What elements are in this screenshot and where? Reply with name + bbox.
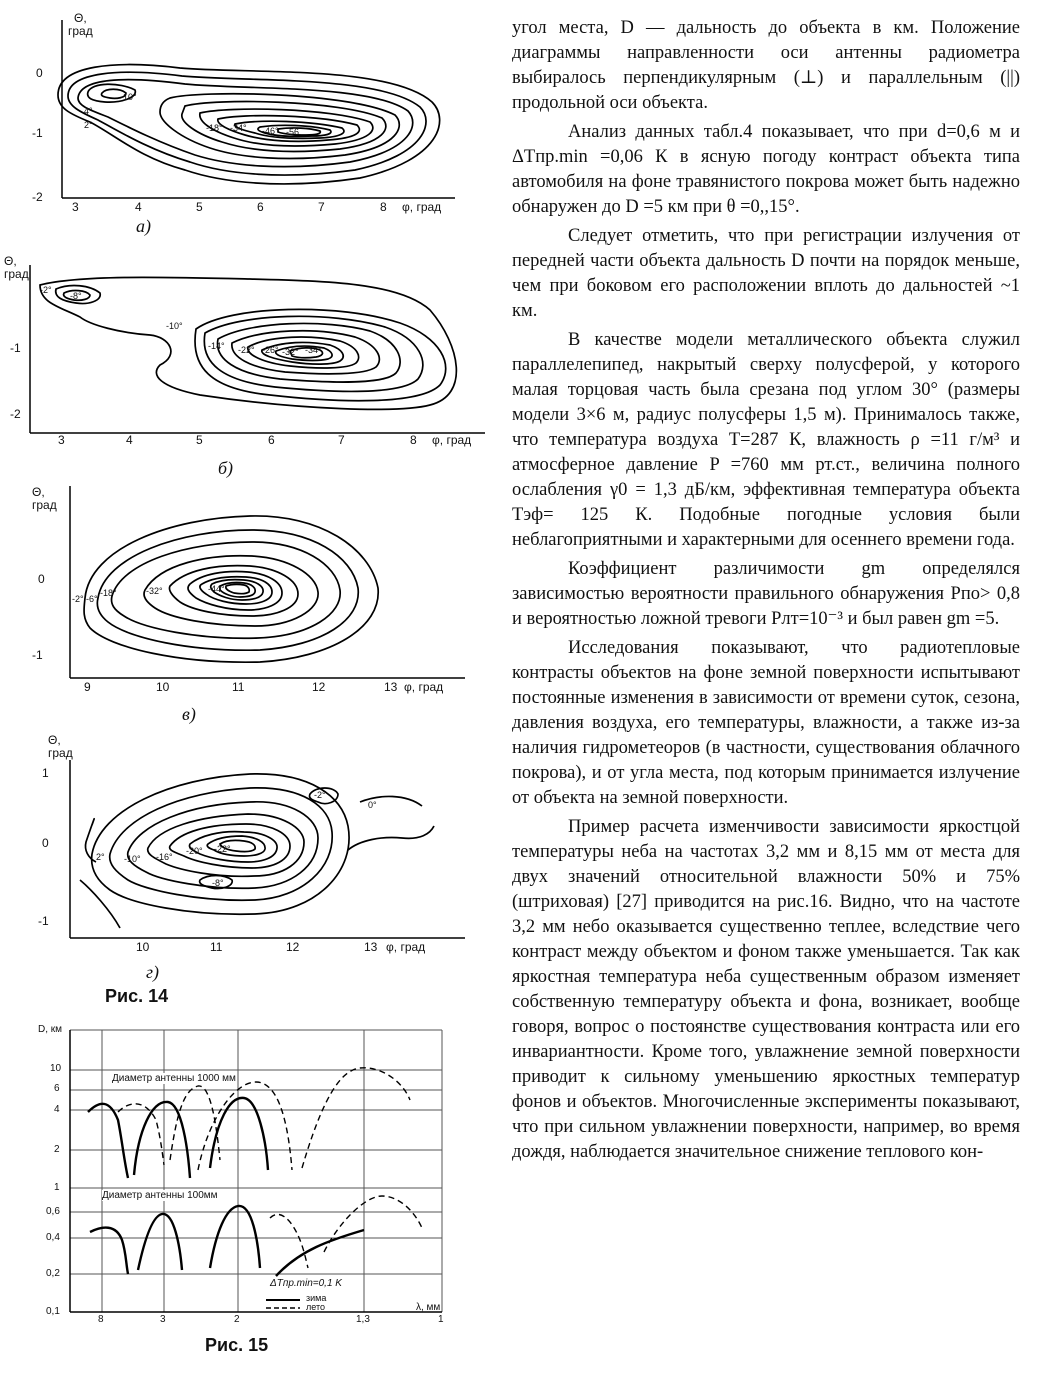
- y-tick-minus1: -1: [32, 648, 43, 662]
- paragraph-3: Следует отметить, что при регистрации излучения от передней части объекта дальность D почти на порядок меньше, чем при боковом его расположении вплоть до дальностей ~1 км.: [512, 226, 1020, 321]
- contour-label: -2°: [72, 594, 84, 604]
- contour-label: -20°: [186, 846, 203, 856]
- contour-label: -34°: [305, 345, 322, 355]
- contour-label: -46°: [262, 126, 279, 136]
- x-tick: 8: [380, 200, 387, 214]
- y-tick-minus2: -2: [32, 190, 43, 204]
- paragraph-6: Исследования показывают, что радиотепловые контрасты объектов на фоне земной поверхности испытывают постоянные изменения в зависимости от времени суток, сезона, давления воздуха, его температуры, влажности, а также из-за наличия гидрометеоров (в частности, существования облачного покрова), и от угла места, под которым принимается излучение от объекта на земной поверхности.: [512, 638, 1020, 808]
- y-tick-minus1: -1: [38, 914, 49, 928]
- y-axis-label: Θ, град: [68, 11, 93, 38]
- x-tick: 8: [98, 1314, 104, 1325]
- x-tick: 12: [286, 940, 300, 954]
- y-axis-label: Θ, град: [4, 254, 29, 281]
- legend-winter-label: зима: [306, 1293, 327, 1303]
- y-tick: 2: [54, 1144, 60, 1155]
- fig14b-text: [0, 255, 490, 450]
- y-axis-label: Θ, град: [32, 485, 57, 512]
- paragraph-7: Пример расчета изменчивости зависимости яркостцой температуры неба на частотах 3,2 мм и 8,15 мм от места для двух значений относительной влажности 50% и 75% (штриховая) [27] приводится на рис.16. Видно, что на частоте 3,2 мм небо оказывается существенно теплее, вследствие чего контраст между объектом и фоном также уменьшается. Так как яркостная температура неба существенным образом изменяет собственную температуру объекта и фона, возникает, вообще говоря, вопрос о постоянстве существования контраста или его инвариантности. Кроме того, увлажнение земной поверхности приводит к сильному уменьшению яркостных температур фонов и объектов. Многочисленные эксперименты показывают, что при сильном увлажнении поверхности, например, во время дождя, наблюдается значительное снижение теплового кон-: [512, 817, 1020, 1162]
- fig15-text: [30, 1020, 450, 1330]
- fig14g-text: [30, 730, 470, 955]
- x-tick: 9: [84, 680, 91, 694]
- panel-label-b: б): [218, 458, 234, 478]
- x-axis-label: φ, град: [404, 680, 444, 694]
- contour-label: 0°: [368, 800, 377, 810]
- body-text: [512, 16, 1020, 1169]
- x-tick: 10: [156, 680, 170, 694]
- x-tick: 13: [384, 680, 398, 694]
- y-tick-0: 0: [38, 572, 45, 586]
- y-tick: 4: [54, 1104, 60, 1115]
- y-tick-0: 0: [42, 836, 49, 850]
- y-axis-label: Θ, град: [48, 733, 73, 760]
- contour-label: -32°: [146, 586, 163, 596]
- x-tick: 13: [364, 940, 378, 954]
- contour-label: -6°: [86, 594, 98, 604]
- x-tick: 7: [338, 433, 345, 447]
- x-axis-label: φ, град: [386, 940, 426, 954]
- x-tick: 11: [232, 680, 245, 694]
- x-tick: 1: [438, 1314, 444, 1325]
- paragraph-4: В качестве модели металлического объекта служил параллелепипед, накрытый сверху полусферой, у которого малая торцовая часть была срезана под углом 30° (размеры модели 3×6 м, радиус полусферы 1,5 м). Принималось также, что температура воздуха T=287 К, влажность ρ =11 г/м³ и атмосферное давление P =760 мм рт.ст., величина полного ослабления γ0 = 1,3 дБ/км, эффективная температура объекта Tэф= 125 К. Подобные погодные условия были неблагоприятными и характерными для осеннего времени года.: [512, 330, 1020, 550]
- x-tick: 7: [318, 200, 325, 214]
- contour-label: -8°: [212, 878, 224, 888]
- x-tick: 8: [410, 433, 417, 447]
- y-tick: 1: [54, 1182, 60, 1193]
- contour-label: 2°: [84, 120, 93, 130]
- x-axis-label: φ, град: [432, 433, 472, 447]
- contour-label: -18°: [206, 123, 223, 133]
- contour-label: -10°: [166, 321, 183, 331]
- contour-label: -18°: [100, 588, 117, 598]
- panel-label-a: а): [136, 216, 151, 236]
- x-tick: 2: [234, 1314, 240, 1325]
- y-tick-minus1: -1: [32, 126, 43, 140]
- x-tick: 5: [196, 200, 203, 214]
- x-tick: 6: [268, 433, 275, 447]
- x-axis-label: φ, град: [402, 200, 442, 214]
- paragraph-2: Анализ данных табл.4 показывает, что при d=0,6 м и ΔTпр.min =0,06 К в ясную погоду контраст объекта типа автомобиля на фоне травянистого покрова может быть надежно обнаружен до D =5 км при θ =0,,15°.: [512, 122, 1020, 217]
- x-tick: 4: [135, 200, 142, 214]
- contour-label: -22°: [214, 844, 231, 854]
- legend-summer-label: лето: [306, 1302, 325, 1312]
- panel-label-g: г): [146, 962, 160, 982]
- x-tick: 3: [160, 1314, 166, 1325]
- annotation-antenna-1000: Диаметр антенны 1000 мм: [112, 1073, 236, 1084]
- panel-label-v: в): [182, 704, 196, 724]
- paragraph-5: Коэффициент различимости gm определялся зависимостью вероятности правильного обнаружения Pпо> 0,8 и вероятностью ложной тревоги Pлт=10⁻³ и был равен gm =5.: [512, 559, 1020, 629]
- contour-label: 4°: [84, 106, 93, 116]
- y-tick: 6: [54, 1083, 60, 1094]
- x-tick: 4: [126, 433, 133, 447]
- contour-label: -8°: [70, 291, 82, 301]
- contour-label: -14°: [208, 341, 225, 351]
- contour-label: -56: [286, 127, 300, 137]
- contour-label: -10°: [124, 854, 141, 864]
- figure-15-caption: Рис. 15: [205, 1335, 269, 1355]
- y-tick: 0,1: [46, 1306, 60, 1317]
- y-tick-1: 1: [42, 766, 49, 780]
- y-tick: 10: [50, 1063, 62, 1074]
- y-tick-minus2: -2: [10, 407, 21, 421]
- y-axis-label: D, км: [38, 1024, 63, 1035]
- x-axis-label: λ, мм: [416, 1302, 441, 1313]
- x-tick: 10: [136, 940, 150, 954]
- y-tick-minus1: -1: [10, 341, 21, 355]
- y-tick-0: 0: [36, 66, 43, 80]
- x-tick: 1,3: [356, 1314, 370, 1325]
- paragraph-1: угол места, D — дальность до объекта в км. Положение диаграммы направленности оси антенны радиометра выбиралось перпендикулярным (⊥) и параллельным (||) продольной оси объекта.: [512, 18, 1020, 113]
- contour-label: -32°: [282, 347, 299, 357]
- contour-label: -44°: [208, 584, 225, 594]
- y-tick: 0,6: [46, 1206, 60, 1217]
- contour-label: -10°: [120, 92, 137, 102]
- contour-label: -26°: [262, 345, 279, 355]
- fig14a-text: [20, 10, 460, 215]
- y-tick: 0,4: [46, 1232, 60, 1243]
- contour-label: -22°: [238, 345, 255, 355]
- contour-label: 2°: [96, 852, 105, 862]
- delta-t-label: ΔTпр.min=0,1 K: [270, 1278, 342, 1289]
- x-tick: 12: [312, 680, 326, 694]
- x-tick: 6: [257, 200, 264, 214]
- contour-label: -2°: [40, 285, 52, 295]
- x-tick: 5: [196, 433, 203, 447]
- x-tick: 3: [58, 433, 65, 447]
- y-tick: 0,2: [46, 1268, 60, 1279]
- contour-label: -34°: [230, 123, 247, 133]
- annotation-antenna-100: Диаметр антенны 100мм: [102, 1190, 218, 1201]
- contour-label: -2°: [314, 790, 326, 800]
- fig14v-text: [30, 478, 470, 693]
- figure-14-caption: Рис. 14: [105, 986, 169, 1006]
- contour-label: -16°: [156, 852, 173, 862]
- x-tick: 11: [210, 940, 223, 954]
- x-tick: 3: [72, 200, 79, 214]
